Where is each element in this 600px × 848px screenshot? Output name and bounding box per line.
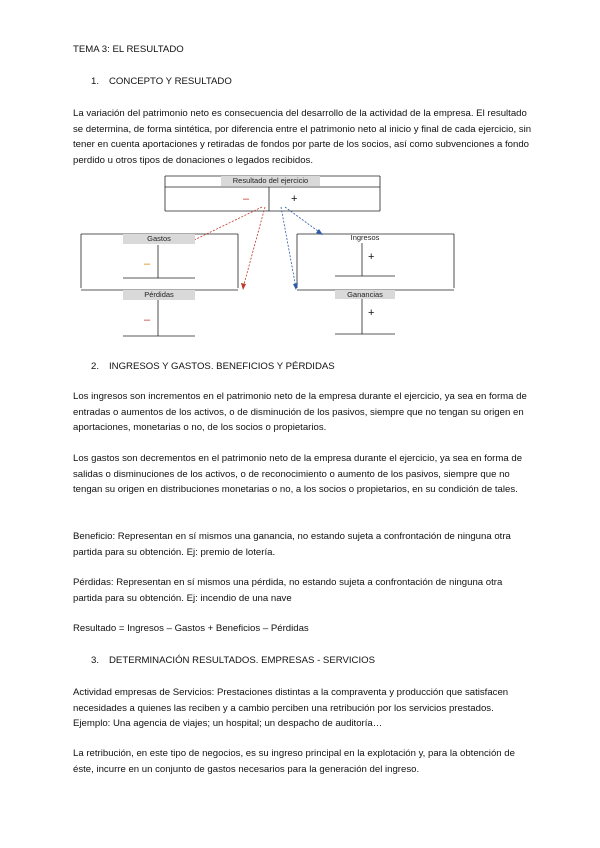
- result-formula: Resultado = Ingresos – Gastos + Beneficios – Pérdidas: [73, 623, 309, 634]
- retribucion-paragraph: La retribución, en este tipo de negocios, es su ingreso principal en la explotación y, para la obtención de éste, incurre en un conjunto de gastos necesarios para la generación del ingreso.: [73, 748, 515, 775]
- ganancias-label: Ganancias: [335, 290, 395, 299]
- section-3-heading: [91, 655, 375, 666]
- arrow-to-ganancias: [281, 207, 296, 288]
- section-1-number: 1.: [91, 76, 100, 87]
- beneficio-paragraph: Beneficio: Representan en sí mismos una ganancia, no estando sujeta a confrontación de ninguna otra partida para su obtención. Ej: premio de lotería.: [73, 531, 511, 558]
- ingresos-plus: +: [368, 251, 375, 263]
- actividad-paragraph: Actividad empresas de Servicios: Prestaciones distintas a la compraventa y producción que satisfacen necesidades a quienes las reciben y a cambio perciben una retribución por los servicios prestados. Ejemplo: Una agencia de viajes; un hospital; un despacho de auditoría…: [73, 687, 509, 730]
- section-1-paragraph: La variación del patrimonio neto es consecuencia del desarrollo de la actividad de la empresa. El resultado se determina, de forma sintética, por diferencia entre el patrimonio neto al inicio y final de cada ejercicio, sin tener en cuenta aportaciones y retiradas de fondos por parte de los socios, así como subvenciones a fondo perdido u otros tipos de donaciones o legados recibidos.: [73, 108, 532, 166]
- arrow-to-perdidas-head: [241, 283, 246, 290]
- resultado-minus: –: [243, 193, 250, 205]
- ingresos-paragraph: Los ingresos son incrementos en el patrimonio neto de la empresa durante el ejercicio, ya sea en forma de entradas o aumentos de los activos, o de disminución de los pasivos, siempre que no tengan su origen en aportaciones, monetarias o no, de los socios o propietarios.: [73, 391, 527, 434]
- page-title: TEMA 3: EL RESULTADO: [73, 44, 184, 55]
- gastos-label: Gastos: [123, 234, 195, 244]
- arrow-to-perdidas: [243, 207, 265, 288]
- perdidas-label: Pérdidas: [123, 290, 195, 300]
- resultado-label: Resultado del ejercicio: [221, 176, 320, 186]
- gastos-paragraph: Los gastos son decrementos en el patrimonio neto de la empresa durante el ejercicio, ya sea en forma de salidas o disminuciones de los activos, o de reconocimiento o aumento de los pasivos, siempre que no tengan su origen en distribuciones monetarias o no, a los socios o propietarios, en su condición de tales.: [73, 453, 523, 496]
- section-2-heading: [91, 361, 335, 372]
- section-1-title: CONCEPTO Y RESULTADO: [109, 76, 232, 87]
- section-2-title: INGRESOS Y GASTOS. BENEFICIOS Y PÉRDIDAS: [109, 361, 335, 372]
- ingresos-label: Ingresos: [350, 233, 380, 242]
- arrow-to-gastos: [188, 207, 262, 243]
- section-2-number: 2.: [91, 361, 100, 372]
- section-3-title: DETERMINACIÓN RESULTADOS. EMPRESAS - SERVICIOS: [109, 655, 376, 666]
- perdidas-minus: –: [144, 314, 151, 326]
- resultado-plus: +: [291, 193, 298, 205]
- gastos-minus: –: [144, 258, 151, 270]
- section-3-number: 3.: [91, 655, 100, 666]
- ganancias-plus: +: [368, 307, 375, 319]
- perdidas-paragraph: Pérdidas: Representan en sí mismos una pérdida, no estando sujeta a confrontación de ninguna otra partida para su obtención. Ej: incendio de una nave: [73, 577, 503, 604]
